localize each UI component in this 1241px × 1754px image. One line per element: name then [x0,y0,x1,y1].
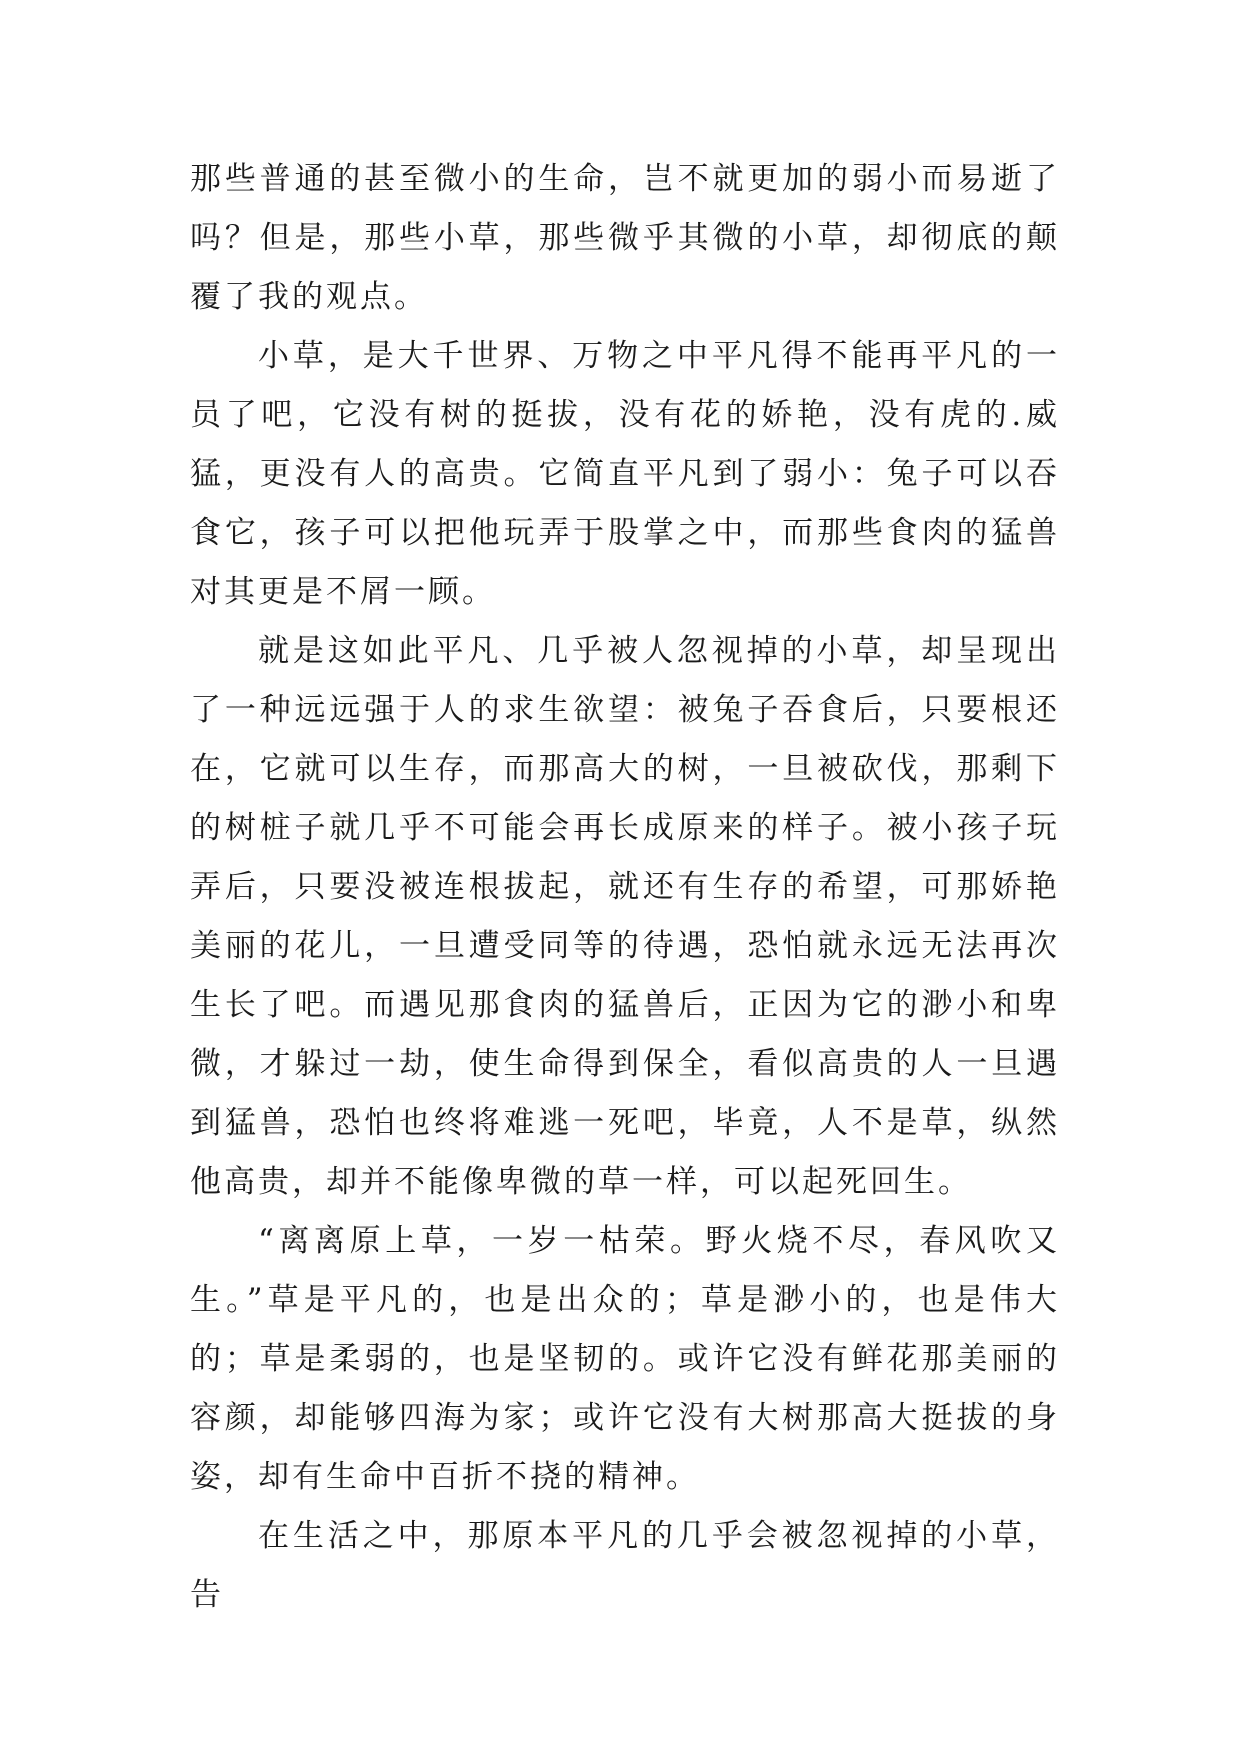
paragraph-3: 就是这如此平凡、几乎被人忽视掉的小草，却呈现出了一种远远强于人的求生欲望：被兔子吞食后，只要根还在，它就可以生存，而那高大的树，一旦被砍伐，那剩下的树桩子就几乎不可能会再长成原来的样子。被小孩子玩弄后，只要没被连根拔起，就还有生存的希望，可那娇艳美丽的花儿，一旦遭受同等的待遇，恐怕就永远无法再次生长了吧。而遇见那食肉的猛兽后，正因为它的渺小和卑微，才躲过一劫，使生命得到保全，看似高贵的人一旦遇到猛兽，恐怕也终将难逃一死吧，毕竟，人不是草，纵然他高贵，却并不能像卑微的草一样，可以起死回生。 [190,633,1060,1200]
document-body [190,150,1060,1625]
paragraph-4: “离离原上草，一岁一枯荣。野火烧不尽，春风吹又生。”草是平凡的，也是出众的；草是渺小的，也是伟大的；草是柔弱的，也是坚韧的。或许它没有鲜花那美丽的容颜，却能够四海为家；或许它没有大树那高大挺拔的身姿，却有生命中百折不挠的精神。 [190,1223,1060,1495]
paragraph-1: 那些普通的甚至微小的生命，岂不就更加的弱小而易逝了吗？但是，那些小草，那些微乎其微的小草，却彻底的颠覆了我的观点。 [190,161,1060,315]
paragraph-2: 小草，是大千世界、万物之中平凡得不能再平凡的一员了吧，它没有树的挺拔，没有花的娇艳，没有虎的.威猛，更没有人的高贵。它简直平凡到了弱小：兔子可以吞食它，孩子可以把他玩弄于股掌之中，而那些食肉的猛兽对其更是不屑一顾。 [190,338,1060,610]
paragraph-5: 在生活之中，那原本平凡的几乎会被忽视掉的小草，告 [190,1518,1060,1613]
